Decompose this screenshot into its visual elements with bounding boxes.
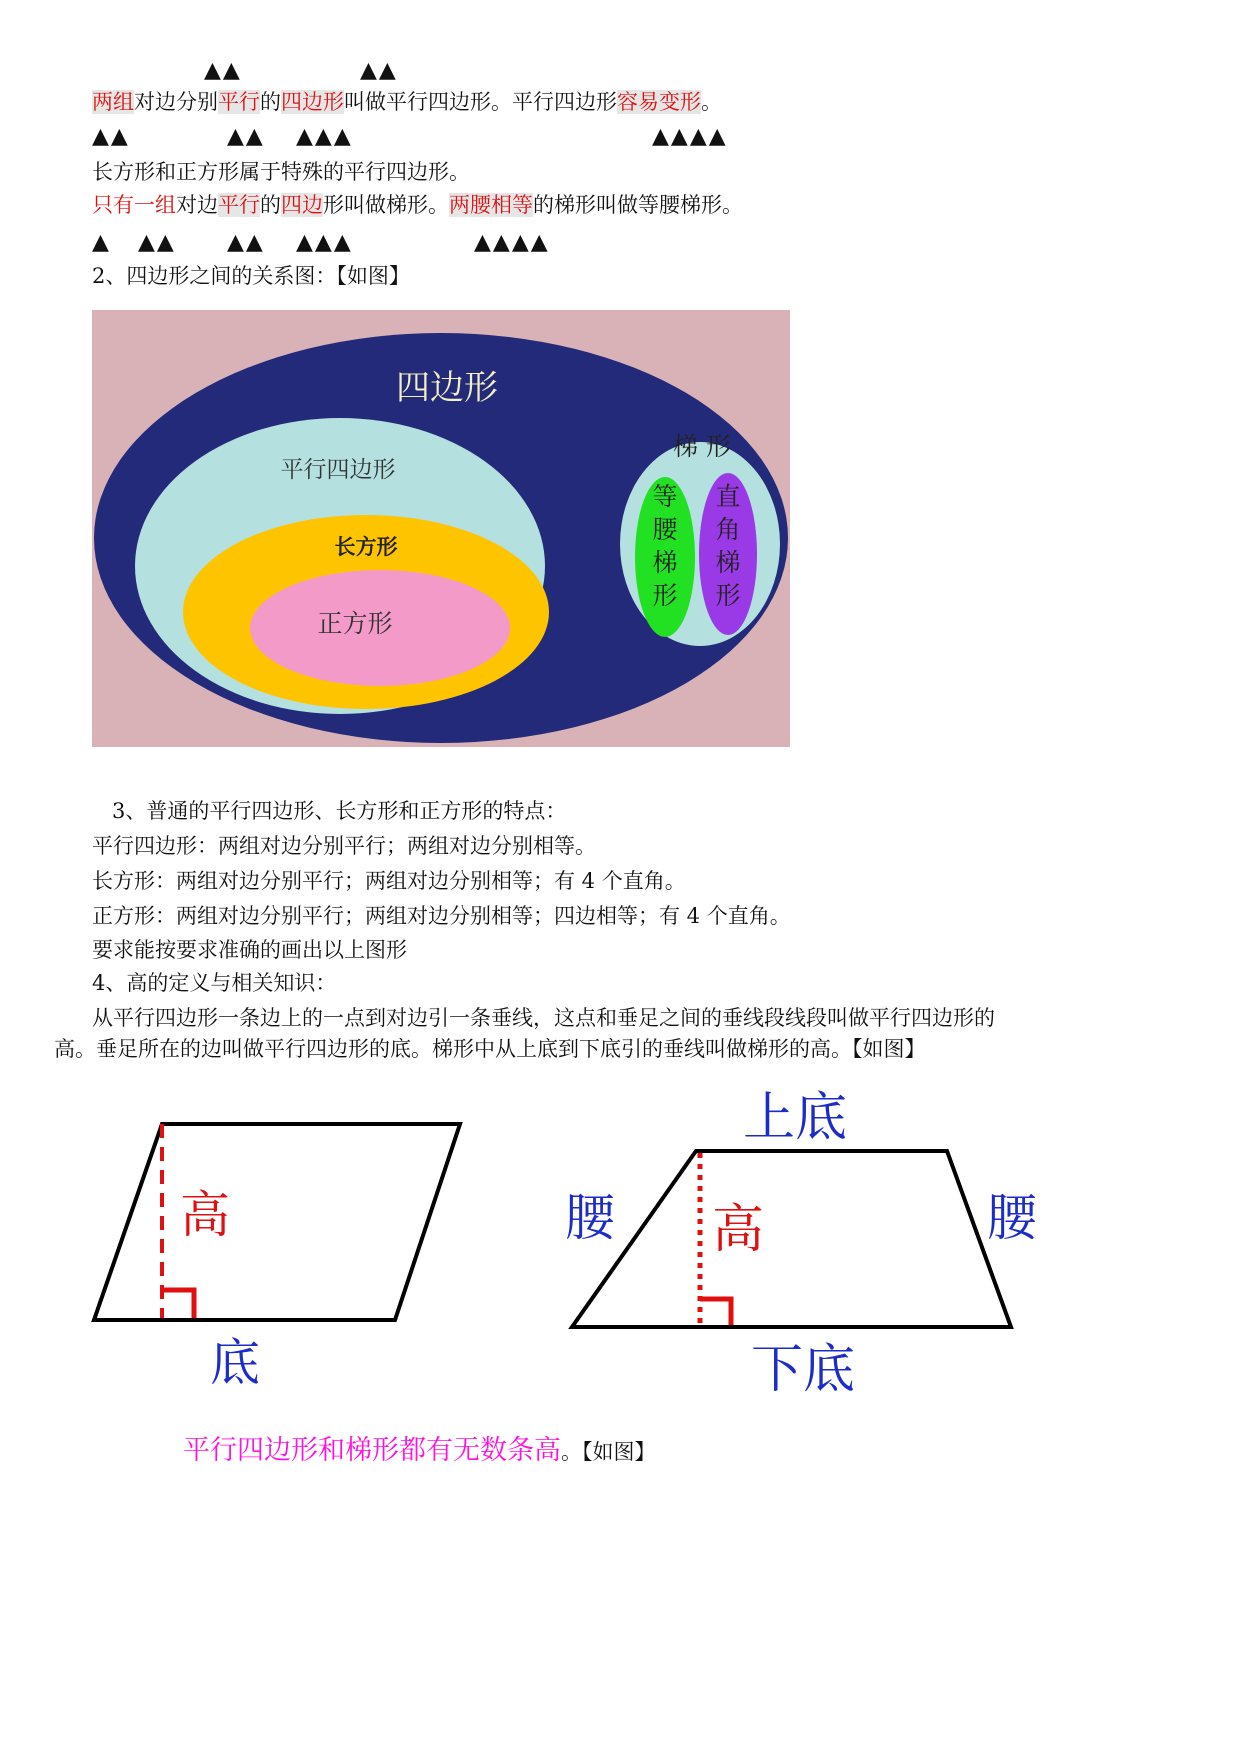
infinite-heights-statement: 平行四边形和梯形都有无数条高 bbox=[183, 1435, 561, 1466]
right-angle-mark bbox=[162, 1290, 194, 1318]
label-isosceles-3: 梯 bbox=[652, 548, 678, 577]
quadrilateral-relationship-diagram bbox=[92, 310, 790, 747]
text: 的梯形叫做等腰梯形。 bbox=[533, 193, 743, 217]
label-isosceles-1: 等 bbox=[652, 482, 678, 511]
term-parallel: 平行 bbox=[218, 90, 260, 114]
label-height: 高 bbox=[712, 1200, 765, 1260]
term-quadrilateral: 四边形 bbox=[281, 90, 344, 114]
definition-trapezoid bbox=[92, 191, 743, 219]
label-leg-left: 腰 bbox=[565, 1189, 615, 1247]
mark: ▲▲ bbox=[204, 58, 242, 83]
label-right-4: 形 bbox=[715, 581, 741, 610]
text: 形叫做梯形。 bbox=[323, 193, 449, 217]
term-deformable: 容易变形 bbox=[617, 90, 701, 114]
text: 的 bbox=[260, 193, 281, 217]
label-base: 底 bbox=[210, 1334, 260, 1392]
mark: ▲▲ bbox=[92, 124, 130, 149]
text: 。 bbox=[701, 90, 722, 114]
label-square: 正方形 bbox=[317, 609, 393, 638]
label-right-3: 梯 bbox=[715, 548, 741, 577]
mark: ▲▲▲▲ bbox=[652, 124, 728, 149]
mark: ▲▲ bbox=[227, 230, 265, 255]
label-leg-right: 腰 bbox=[987, 1189, 1037, 1247]
parallelogram-shape bbox=[94, 1124, 460, 1320]
label-right-1: 直 bbox=[715, 482, 741, 511]
square-properties: 正方形：两组对边分别平行；两组对边分别相等；四边相等；有 4 个直角。 bbox=[92, 904, 791, 928]
label-isosceles-4: 形 bbox=[652, 581, 678, 610]
label-top-base: 上底 bbox=[743, 1088, 848, 1148]
label-bottom-base: 下底 bbox=[751, 1340, 856, 1400]
trapezoid-shape bbox=[572, 1151, 1011, 1327]
section-4-title: 4、高的定义与相关知识： bbox=[92, 971, 337, 995]
mark: ▲▲ bbox=[138, 230, 176, 255]
label-trapezoid: 梯 形 bbox=[673, 432, 731, 461]
label-parallelogram: 平行四边形 bbox=[280, 457, 396, 483]
section-2-title: 2、四边形之间的关系图：【如图】 bbox=[92, 264, 410, 288]
mark: ▲ bbox=[92, 230, 111, 255]
term-parallel: 平行 bbox=[218, 193, 260, 217]
height-definition-line-1: 从平行四边形一条边上的一点到对边引一条垂线，这点和垂足之间的垂线段线段叫做平行四边形的 bbox=[92, 1006, 995, 1030]
mark: ▲▲▲ bbox=[296, 230, 353, 255]
parallelogram-height-figure bbox=[80, 1110, 480, 1410]
parallelogram-properties: 平行四边形：两组对边分别平行；两组对边分别相等。 bbox=[92, 834, 596, 858]
height-definition-line-2: 高。垂足所在的边叫做平行四边形的底。梯形中从上底到下底引的垂线叫做梯形的高。【如图】 bbox=[54, 1037, 926, 1061]
term-only-one-pair: 只有一组 bbox=[92, 193, 176, 217]
mark: ▲▲ bbox=[360, 58, 398, 83]
drawing-requirement: 要求能按要求准确的画出以上图形 bbox=[92, 938, 407, 962]
term-equal-legs: 两腰相等 bbox=[449, 193, 533, 217]
label-rectangle: 长方形 bbox=[334, 534, 398, 559]
special-parallelograms: 长方形和正方形属于特殊的平行四边形。 bbox=[92, 160, 470, 184]
trapezoid-height-figure bbox=[555, 1085, 1075, 1415]
mark: ▲▲▲▲ bbox=[474, 230, 550, 255]
mark: ▲▲ bbox=[227, 124, 265, 149]
mark: ▲▲▲ bbox=[296, 124, 353, 149]
figure-reference: 。【如图】 bbox=[561, 1440, 656, 1464]
section-3-title: 3、普通的平行四边形、长方形和正方形的特点： bbox=[112, 799, 567, 823]
term-quadrilateral: 四边 bbox=[281, 193, 323, 217]
label-right-2: 角 bbox=[715, 515, 741, 544]
closing-statement bbox=[183, 1434, 656, 1471]
text: 的 bbox=[260, 90, 281, 114]
label-isosceles-2: 腰 bbox=[652, 515, 678, 544]
definition-parallelogram bbox=[92, 88, 722, 116]
rectangle-properties: 长方形：两组对边分别平行；两组对边分别相等；有 4 个直角。 bbox=[92, 869, 686, 893]
label-height: 高 bbox=[180, 1186, 230, 1244]
text: 叫做平行四边形。平行四边形 bbox=[344, 90, 617, 114]
right-angle-mark bbox=[700, 1299, 731, 1325]
label-quadrilateral: 四边形 bbox=[396, 368, 498, 408]
term-two-pairs: 两组 bbox=[92, 90, 134, 114]
text: 对边分别 bbox=[134, 90, 218, 114]
text: 对边 bbox=[176, 193, 218, 217]
